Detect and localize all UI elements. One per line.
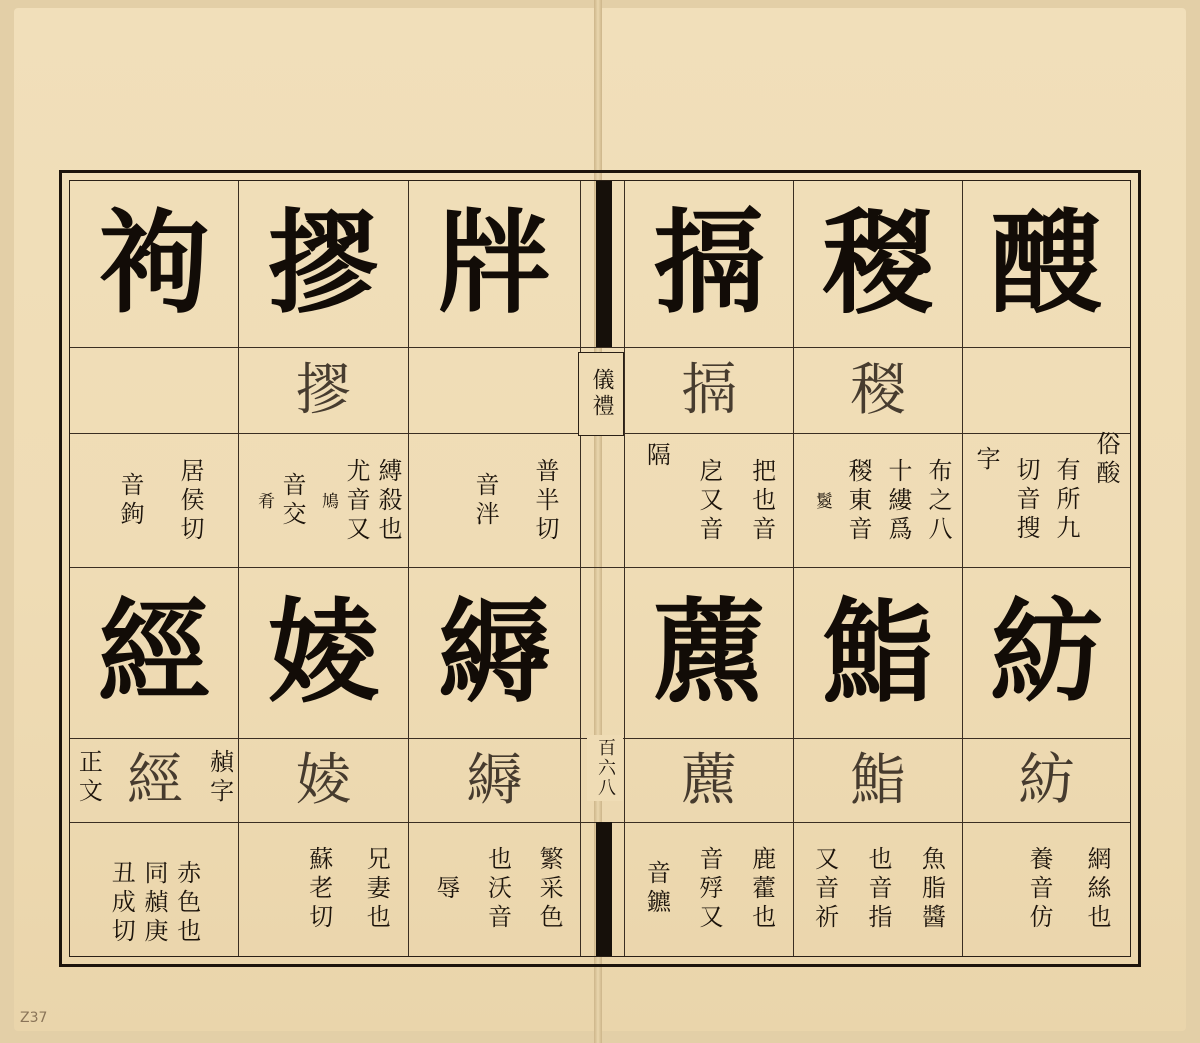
gloss-block — [1010, 830, 1126, 948]
entry-head-char: 袧 — [98, 198, 210, 329]
seal-script-char: 藨 — [681, 747, 737, 813]
gloss-block — [630, 442, 788, 560]
gloss-block — [966, 360, 1126, 560]
seal-script-char: 紡 — [1018, 747, 1075, 813]
seal-script-char: 縟 — [466, 747, 523, 813]
gloss-column: 辱 — [431, 874, 460, 904]
gloss-block — [290, 830, 405, 948]
gloss-column: 養音仿 — [1025, 845, 1053, 933]
gloss-column: 音交 — [278, 472, 306, 530]
gloss-column: 正文 — [74, 749, 103, 807]
col-rule-3 — [580, 181, 581, 956]
gloss-column: 隔 — [642, 442, 671, 471]
entry-head-char: 摎 — [267, 198, 380, 329]
gloss-column: 尤音又 — [342, 457, 370, 545]
gloss-column: 鳩 — [318, 491, 338, 511]
gloss-column: 蘇老切 — [304, 845, 333, 933]
fish-tail-top — [596, 181, 612, 347]
gloss-column: 網絲也 — [1083, 845, 1111, 933]
gloss-block — [420, 830, 575, 948]
gloss-column: 縛殺也 — [374, 457, 402, 545]
archive-mark: Z37 — [20, 1010, 48, 1026]
entry-head-char: 醙 — [990, 198, 1103, 329]
gloss-column: 切音搜 — [1012, 456, 1040, 544]
entry-head-char: 牉 — [438, 198, 551, 329]
gloss-column: 居侯切 — [176, 457, 204, 545]
gloss-column: 肴 — [254, 491, 274, 511]
gloss-block — [798, 442, 958, 560]
entry-head-char: 婈 — [267, 587, 380, 718]
book-title: 儀禮 — [578, 352, 624, 436]
gloss-column: 丑成切 — [107, 860, 136, 947]
entry-head-char: 經 — [98, 587, 210, 718]
entry-head-char: 搹 — [653, 198, 765, 329]
gloss-column: 十縷爲 — [884, 457, 912, 545]
seal-script-char: 婈 — [295, 747, 352, 813]
fish-tail-bottom — [596, 822, 612, 956]
gloss-column: 鬉 — [812, 491, 832, 511]
gloss-column: 兄妻也 — [362, 845, 391, 933]
gloss-column: 戹又音 — [694, 457, 723, 545]
gloss-column: 魚脂醬 — [917, 845, 946, 933]
seal-script-char — [409, 348, 580, 433]
seal-script-char: 稯 — [850, 357, 906, 423]
gloss-column: 把也音 — [747, 457, 776, 545]
seal-script-char: 經 — [127, 747, 183, 813]
gloss-block — [244, 442, 404, 560]
seal-script-char: 鮨 — [850, 747, 906, 813]
gloss-block — [455, 442, 575, 560]
seal-script-char: 搹 — [681, 357, 737, 423]
gloss-column: 赬字 — [205, 749, 234, 807]
gloss-column: 稯東音 — [844, 457, 872, 545]
gloss-column: 音鑣 — [642, 860, 671, 918]
entry-head-char: 縟 — [438, 587, 551, 718]
gloss-column: 也沃音 — [483, 845, 512, 933]
gloss-column: 音鉤 — [116, 472, 144, 530]
page-number: 百六八 — [587, 735, 623, 801]
seal-script-char — [70, 348, 238, 433]
gloss-column: 俗酸 — [1092, 431, 1120, 489]
gloss-column: 又音祈 — [810, 845, 839, 933]
entry-head-char: 藨 — [653, 587, 765, 718]
entry-head-char: 紡 — [990, 587, 1103, 718]
entry-head-char: 鮨 — [822, 587, 934, 718]
gloss-column: 同赬庚 — [139, 860, 168, 947]
gloss-block — [72, 742, 236, 947]
gloss-column: 也音指 — [863, 845, 892, 933]
gloss-block — [100, 442, 220, 560]
gloss-block — [630, 830, 788, 948]
gloss-column: 字 — [972, 445, 1000, 475]
gloss-column: 赤色也 — [172, 860, 201, 947]
gloss-column: 音殍又 — [694, 845, 723, 933]
entry-head-char: 稯 — [822, 198, 934, 329]
gloss-column: 鹿藿也 — [747, 845, 776, 933]
seal-script-char: 摎 — [295, 357, 352, 423]
gloss-column: 音泮 — [471, 472, 499, 530]
gloss-column: 布之八 — [924, 457, 952, 545]
gloss-column: 繁采色 — [535, 845, 564, 933]
gloss-block — [798, 830, 958, 948]
gloss-column: 普半切 — [531, 457, 559, 545]
gloss-column: 有所九 — [1052, 456, 1080, 544]
